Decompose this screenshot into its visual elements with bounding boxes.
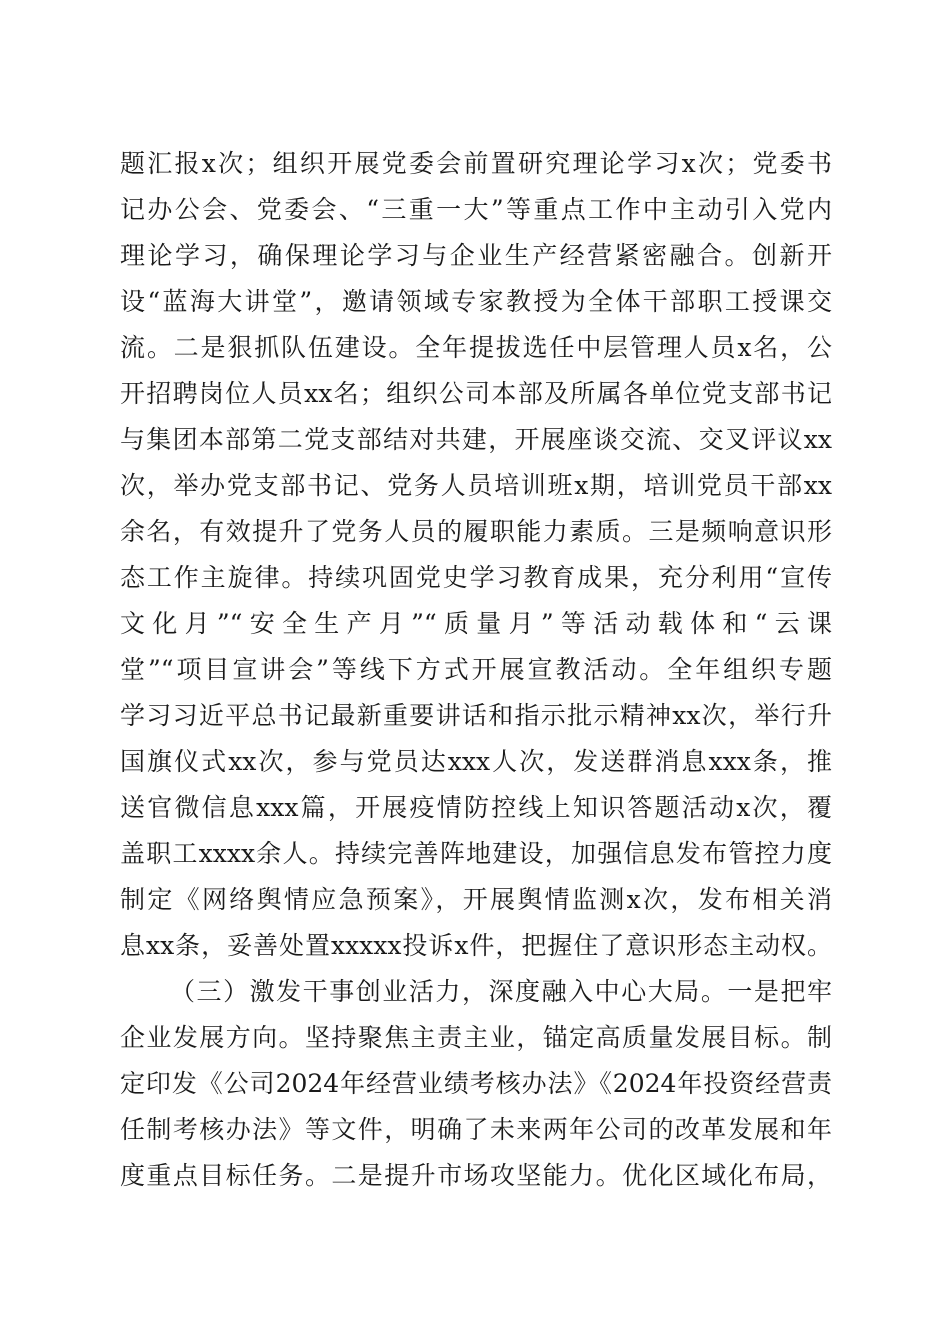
text-line: 制定《网络舆情应急预案》，开展舆情监测x次，发布相关消 [120, 885, 832, 914]
text-line: 记办公会、党委会、“三重一大”等重点工作中主动引入党内 [120, 195, 832, 224]
text-line: 设“蓝海大讲堂”，邀请领域专家教授为全体干部职工授课交 [120, 287, 832, 316]
text-line: 开招聘岗位人员xx名；组织公司本部及所属各单位党支部书记 [120, 379, 832, 408]
text-line: 态工作主旋律。持续巩固党史学习教育成果，充分利用“宣传 [120, 563, 832, 592]
text-line: 盖职工xxxx余人。持续完善阵地建设，加强信息发布管控力度 [120, 839, 832, 868]
text-line: 学习习近平总书记最新重要讲话和指示批示精神xx次，举行升 [120, 701, 832, 730]
text-line: 流。二是狠抓队伍建设。全年提拔选任中层管理人员x名，公 [120, 333, 832, 362]
text-line: 度重点目标任务。二是提升市场攻坚能力。优化区域化布局， [120, 1161, 832, 1190]
text-line: 次，举办党支部书记、党务人员培训班x期，培训党员干部xx [120, 471, 832, 500]
text-line: 堂”“项目宣讲会”等线下方式开展宣教活动。全年组织专题 [120, 655, 832, 684]
text-line: 定印发《公司2024年经营业绩考核办法》《2024年投资经营责 [120, 1069, 832, 1098]
text-line: 企业发展方向。坚持聚焦主责主业，锚定高质量发展目标。制 [120, 1023, 832, 1052]
text-line: 文化月”“安全生产月”“质量月”等活动载体和“云课 [120, 609, 832, 638]
section-heading-line: （三）激发干事创业活力，深度融入中心大局。一是把牢 [170, 977, 832, 1006]
text-line: 题汇报x次；组织开展党委会前置研究理论学习x次；党委书 [120, 149, 832, 178]
text-line: 与集团本部第二党支部结对共建，开展座谈交流、交叉评议xx [120, 425, 832, 454]
text-line: 送官微信息xxx篇，开展疫情防控线上知识答题活动x次，覆 [120, 793, 832, 822]
text-line: 息xx条，妥善处置xxxxx投诉x件，把握住了意识形态主动权。 [120, 931, 832, 960]
text-line: 任制考核办法》等文件，明确了未来两年公司的改革发展和年 [120, 1115, 832, 1144]
text-line: 国旗仪式xx次，参与党员达xxx人次，发送群消息xxx条，推 [120, 747, 832, 776]
text-line: 理论学习，确保理论学习与企业生产经营紧密融合。创新开 [120, 241, 832, 270]
text-line: 余名，有效提升了党务人员的履职能力素质。三是频响意识形 [120, 517, 832, 546]
